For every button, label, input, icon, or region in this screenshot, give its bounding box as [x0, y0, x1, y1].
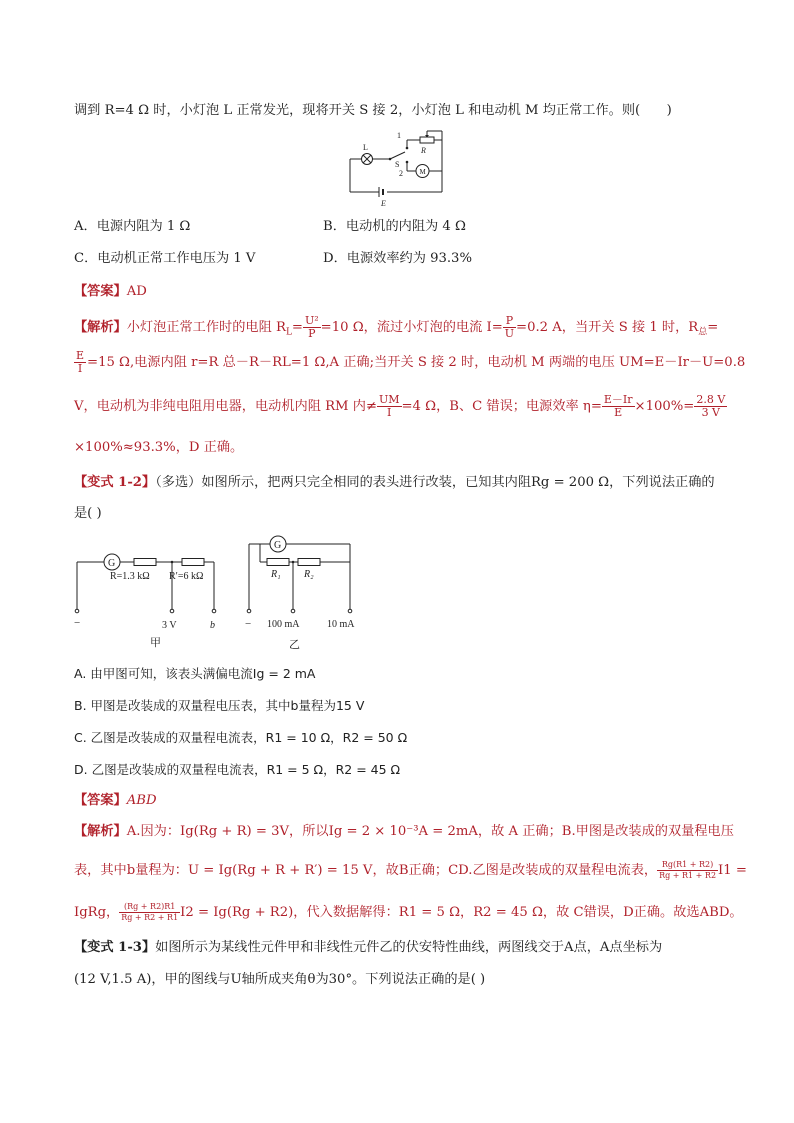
answer-tag: 【答案】 — [74, 793, 127, 808]
resistor-label: R — [421, 146, 426, 155]
galvanometer-label: G — [274, 540, 282, 551]
analysis-text: 小灯泡正常工作时的电阻 R — [126, 320, 286, 335]
analysis-text: V，电动机为非纯电阻用电器，电动机内阻 RM 内≠ — [74, 399, 377, 414]
figure-jia-caption: 甲 — [150, 637, 161, 649]
resistor-r1-label: R₁ — [271, 569, 281, 580]
q2-figure-jia — [72, 542, 232, 650]
q2-option-d: D. 乙图是改装成的双量程电流表，R1 = 5 Ω，R2 = 45 Ω — [74, 762, 401, 777]
q2-stem-line1 — [74, 473, 734, 493]
fraction: $\frac{UM}{I}$ — [378, 393, 400, 419]
q3-stem-line2: (12 V,1.5 A)，甲的图线与U轴所成夹角θ为30°。下列说法正确的是( ) — [74, 972, 486, 987]
galvanometer-label: G — [108, 558, 116, 569]
resistor-rp-label: R′=6 kΩ — [169, 571, 204, 582]
q1-option-a: A．电源内阻为 1 Ω — [74, 219, 191, 234]
variant-tag: 【变式 1-2】 — [74, 475, 156, 490]
analysis-sub: L — [285, 327, 292, 338]
q1-option-d: D．电源效率约为 93.3% — [323, 251, 472, 266]
q1-analysis-line1 — [74, 315, 734, 343]
answer-tag: 【答案】 — [74, 284, 127, 299]
q1-analysis-line4: ×100%≈93.3%，D 正确。 — [74, 440, 244, 455]
terminal-b-label: b — [210, 620, 215, 631]
figure-yi-caption: 乙 — [289, 639, 300, 650]
analysis-tag: 【解析】 — [74, 320, 127, 335]
q2-option-c: C. 乙图是改装成的双量程电流表，R1 = 10 Ω，R2 = 50 Ω — [74, 730, 408, 745]
terminal-3v-label: 3 V — [162, 620, 177, 631]
terminal-10ma-label: 10 mA — [327, 619, 355, 630]
terminal-2-label: 2 — [399, 169, 403, 178]
q1-analysis-line3 — [74, 394, 734, 419]
terminal-100ma-label: 100 mA — [267, 619, 300, 630]
analysis-text: =4 Ω，B、C 错误；电源效率 η= — [401, 399, 602, 414]
q3-stem-line1 — [74, 938, 734, 958]
fraction: $\frac{P}{U}$ — [504, 314, 515, 340]
q3-stem: 如图所示为某线性元件甲和非线性元件乙的伏安特性曲线，两图线交于A点，A点坐标为 — [155, 940, 663, 955]
analysis-text: I1 = — [718, 863, 747, 878]
analysis-text: =0.2 A，当开关 S 接 1 时，R — [516, 320, 699, 335]
fraction: $\frac{2.8 V}{3 V}$ — [696, 393, 726, 419]
fraction: $\frac{Rg(R1 + R2)}{Rg + R1 + R2}$ — [659, 860, 717, 880]
resistor-r2-label: R₂ — [304, 569, 314, 580]
analysis-sub: 总 — [698, 327, 708, 338]
q1-analysis-line2 — [74, 349, 746, 375]
fraction: $\frac{E-Ir}{E}$ — [603, 393, 633, 419]
q2-answer: ABD — [126, 793, 157, 808]
minus-terminal-label: − — [74, 617, 81, 629]
fraction: $\frac{E}{I}$ — [76, 349, 85, 375]
q2-answer-line — [74, 791, 734, 811]
resistor-r-label: R=1.3 kΩ — [110, 571, 150, 582]
q2-stem-line2: 是( ) — [74, 506, 102, 521]
analysis-text: I2 = Ig(Rg + R2)，代入数据解得：R1 = 5 Ω，R2 = 45 Ω，故 C错误，D正确。故选ABD。 — [180, 905, 743, 920]
q1-answer: AD — [126, 284, 147, 299]
q1-stem: 调到 R=4 Ω 时，小灯泡 L 正常发光，现将开关 S 接 2，小灯泡 L 和电动机 M 均正常工作。则( ) — [74, 103, 672, 118]
analysis-tag: 【解析】 — [74, 824, 127, 839]
fraction: $\frac{\text{U²}}{P}$ — [304, 314, 319, 340]
variant-tag: 【变式 1-3】 — [74, 940, 156, 955]
minus-terminal-label: − — [245, 618, 252, 630]
motor-label: M — [419, 168, 426, 176]
battery-label: E — [381, 199, 386, 208]
fraction: $\frac{(Rg + R2)R1}{Rg + R2 + R1}$ — [121, 902, 179, 922]
q2-analysis-line2 — [74, 860, 747, 881]
analysis-text: 表，其中b量程为：U = Ig(Rg + R + R′) = 15 V，故B正确；CD.乙图是改装成的双量程电流表， — [74, 863, 658, 878]
q1-answer-line — [74, 282, 734, 302]
analysis-text: = — [707, 320, 719, 335]
q2-figure-yi — [241, 532, 361, 650]
q2-analysis-line1 — [74, 822, 734, 842]
q2-stem: （多选）如图所示，把两只完全相同的表头进行改装，已知其内阻Rg = 200 Ω，下列说法正确的 — [155, 475, 715, 490]
q2-analysis-line3 — [74, 902, 743, 923]
analysis-text: =10 Ω，流过小灯泡的电流 I= — [320, 320, 503, 335]
lamp-label: L — [363, 143, 368, 152]
analysis-text: IgRg， — [74, 905, 120, 920]
q1-option-c: C．电动机正常工作电压为 1 V — [74, 251, 256, 266]
terminal-1-label: 1 — [397, 131, 401, 140]
analysis-text: ×100%= — [634, 399, 695, 414]
switch-label: S — [395, 160, 400, 169]
analysis-text: =15 Ω,电源内阻 r=R 总－R－RL=1 Ω,A 正确;当开关 S 接 2 时，电动机 M 两端的电压 UM=E－Ir－U=0.8 — [87, 355, 746, 370]
analysis-text: = — [291, 320, 303, 335]
q1-option-b: B．电动机的内阻为 4 Ω — [323, 219, 466, 234]
q1-circuit-diagram — [345, 126, 450, 210]
analysis-text: A.因为：Ig(Rg + R) = 3V，所以Ig = 2 × 10⁻³A = 2mA，故 A 正确；B.甲图是改装成的双量程电压 — [126, 824, 734, 839]
q2-option-b: B. 甲图是改装成的双量程电压表，其中b量程为15 V — [74, 698, 365, 713]
q2-option-a: A. 由甲图可知，该表头满偏电流Ig = 2 mA — [74, 666, 316, 681]
